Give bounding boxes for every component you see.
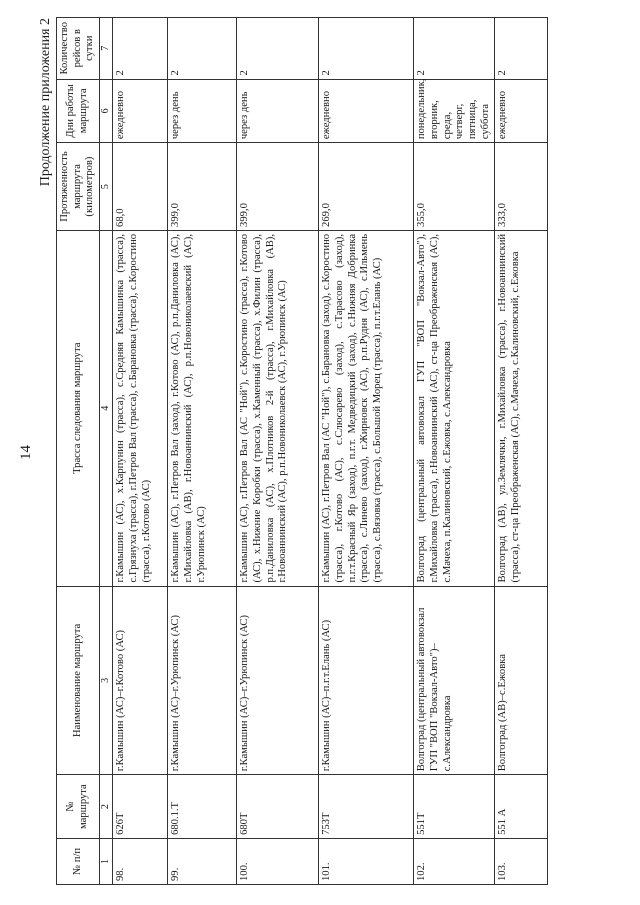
route-days: понедельник, вторник, среда, четверг, пятница, суббота — [414, 79, 495, 143]
table-row — [113, 18, 168, 885]
route-trips: 2 — [495, 18, 548, 80]
route-trips: 2 — [113, 18, 168, 80]
header-path: Трасса следования маршрута — [57, 230, 100, 586]
page-number: 14 — [18, 445, 34, 460]
route-number: 680.1.Т — [168, 775, 237, 839]
route-length: 399,0 — [237, 143, 319, 231]
row-number: 98. — [113, 838, 168, 884]
column-number-row — [100, 18, 113, 885]
routes-table — [56, 17, 548, 885]
route-path: г.Камышин (АС), г.Петров Вал (АС "Ной"), с.Коростино (трасса), г.Котово (АС), х.Нижние Коробки (трасса), х.Каменный (трасса), х.Филин (трасса), р.п.Даниловка (АС), х.Плотников 2-й (трасса), г.Михайловка (АВ), г.Новоаннинский (АС), р.п.Новониколаевск (АС), г.Урюпинск (АС) — [237, 230, 319, 586]
header-name: Наименование маршрута — [57, 586, 100, 775]
column-number: 1 — [100, 838, 113, 884]
table-row — [237, 18, 319, 885]
column-number: 3 — [100, 586, 113, 775]
route-trips: 2 — [237, 18, 319, 80]
route-path: Волгоград (центральный автовокзал ГУП "ВОП "Вокзал-Авто"), г.Михайловка (трасса), г.Новоаннинский (АС), ст-ца Преображенская (АС), с.Мачеха, п.Калиновский, с.Ежовка, с.Александровка — [414, 230, 495, 586]
column-number: 4 — [100, 230, 113, 586]
route-trips: 2 — [168, 18, 237, 80]
row-number: 103. — [495, 838, 548, 884]
table-row — [168, 18, 237, 885]
route-path: Волгоград (АВ), ул.Землячки, г.Михайловка (трасса), г.Новоаннинский (трасса), ст-ца Преображенская (АС), с.Мачеха, с.Калиновский, с.Ежовка — [495, 230, 548, 586]
route-trips: 2 — [319, 18, 414, 80]
route-days: через день — [237, 79, 319, 143]
route-number: 680Т — [237, 775, 319, 839]
row-number: 101. — [319, 838, 414, 884]
route-length: 399,0 — [168, 143, 237, 231]
route-days: ежедневно — [319, 79, 414, 143]
header-route-no: № маршрута — [57, 775, 100, 839]
route-name: Волгоград (АВ)–с.Ежовка — [495, 586, 548, 775]
row-number: 102. — [414, 838, 495, 884]
table-row — [319, 18, 414, 885]
route-length: 269,0 — [319, 143, 414, 231]
table-row — [414, 18, 495, 885]
column-number: 7 — [100, 18, 113, 80]
route-days: ежедневно — [495, 79, 548, 143]
route-number: 551Т — [414, 775, 495, 839]
route-length: 68,0 — [113, 143, 168, 231]
table-row — [495, 18, 548, 885]
route-name: г.Камышин (АС)–г.Урюпинск (АС) — [168, 586, 237, 775]
header-num: № п/п — [57, 838, 100, 884]
column-number: 2 — [100, 775, 113, 839]
route-path: г.Камышин (АС), г.Петров Вал (АС "Ной"), с.Барановка (заход), с.Коростино (трасса), г.Котово (АС), с.Слюсарево (заход), с.Тарасово (заход), п.г.т.Красный Яр (заход), п.г.т. Медведицкий (заход), с.Нижняя Добринка (трасса), с.Линево (заход), г.Жирновск (АС), р.п.Рудня (АС), с.Ильмень (трасса), с.Вязовка (трасса), с.Большой Морец (трасса), п.г.т.Елань (АС) — [319, 230, 414, 586]
route-name: г.Камышин (АС)–г.Котово (АС) — [113, 586, 168, 775]
header-trips: Количество рейсов в сутки — [57, 18, 100, 80]
column-number: 6 — [100, 79, 113, 143]
table-header-row — [57, 18, 100, 885]
route-trips: 2 — [414, 18, 495, 80]
route-name: г.Камышин (АС)–г.Урюпинск (АС) — [237, 586, 319, 775]
row-number: 100. — [237, 838, 319, 884]
route-length: 355,0 — [414, 143, 495, 231]
route-path: г.Камышин (АС), г.Петров Вал (заход), г.Котово (АС), р.п.Даниловка (АС), г.Михайловка (АВ), г.Новоаннинский (АС), р.п.Новониколаевский (АС), г.Урюпинск (АС) — [168, 230, 237, 586]
route-name: Волгоград (центральный автовокзал ГУП "ВОП "Вокзал-Авто")–с.Александровка — [414, 586, 495, 775]
route-days: ежедневно — [113, 79, 168, 143]
header-days: Дни работы маршрута — [57, 79, 100, 143]
route-name: г.Камышин (АС)–п.г.т.Елань (АС) — [319, 586, 414, 775]
row-number: 99. — [168, 838, 237, 884]
continuation-caption: Продолжение приложения 2 — [38, 18, 53, 187]
route-number: 626Т — [113, 775, 168, 839]
route-number: 551 А — [495, 775, 548, 839]
header-length: Протяженность маршрута (километров) — [57, 143, 100, 231]
route-length: 333,0 — [495, 143, 548, 231]
route-path: г.Камышин (АС), х.Карпунин (трасса), с.Средняя Камышинка (трасса), с.Грязнуха (трасса), г.Петров Вал (трасса), с.Барановка (трасса), с.Коростино (трасса), г.Котово (АС) — [113, 230, 168, 586]
route-days: через день — [168, 79, 237, 143]
route-number: 753Т — [319, 775, 414, 839]
column-number: 5 — [100, 143, 113, 231]
